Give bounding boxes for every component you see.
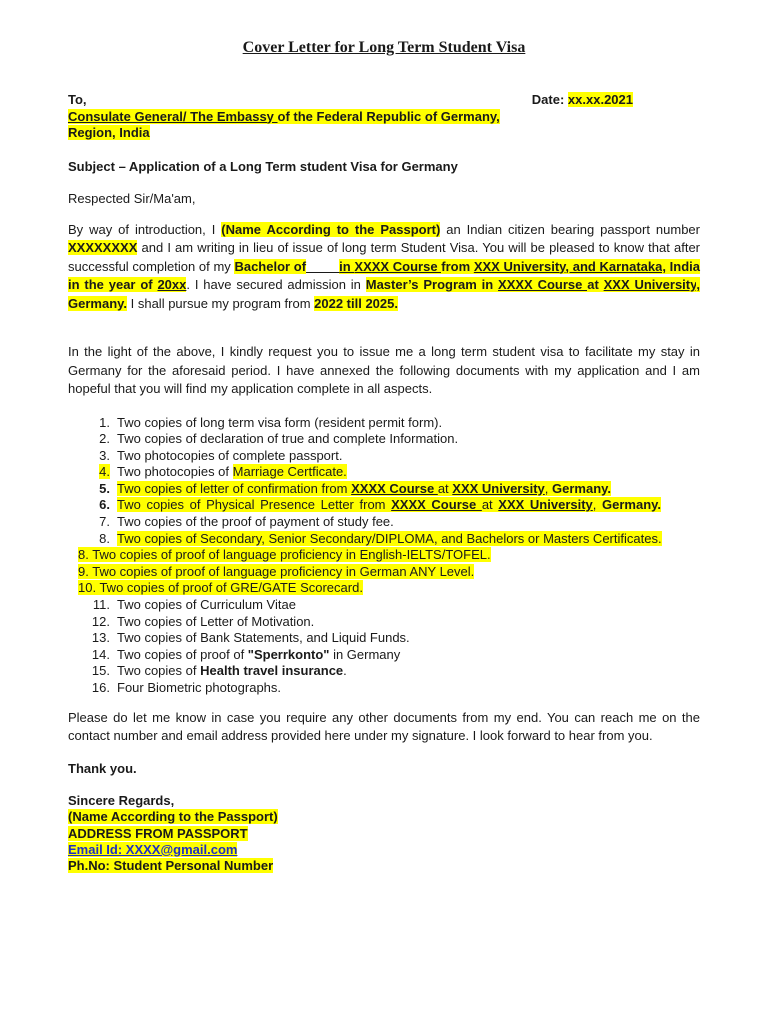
list-number: 6. (99, 497, 110, 513)
to-label: To, (68, 92, 87, 107)
list-item: 15. Two copies of Health travel insurance. (68, 663, 700, 680)
intro-paragraph: By way of introduction, I (Name According to the Passport) an Indian citizen bearing passport number XXXXXXXX and I am writing in lieu of issue of long term Student Visa. You will be pleased to know that after successful completion of my Bachelor of in XXXX Course from XXX University, and Karnataka, India in the year of 20xx. I have secured admission in Master’s Program in XXXX Course at XXX University, Germany. I shall pursue my program from 2022 till 2025. (68, 221, 701, 311)
list-number: 16. (91, 680, 110, 695)
recipient-line-2: Region, India (68, 125, 150, 140)
list-item: 11. Two copies of Curriculum Vitae (68, 597, 700, 614)
list-item: 14. Two copies of proof of "Sperrkonto" in Germany (68, 647, 700, 664)
thank-you: Thank you. (68, 760, 137, 776)
date-line: Date: xx.xx.2021 (531, 92, 633, 107)
list-number: 7. (99, 514, 110, 530)
list-item: 8. Two copies of Secondary, Senior Secondary/DIPLOMA, and Bachelors or Masters Certificates. (68, 531, 700, 548)
salutation: Respected Sir/Ma'am, (68, 191, 196, 206)
list-item: 5. Two copies of letter of confirmation from XXXX Course at XXX University, Germany. (68, 481, 700, 498)
signature-block (68, 793, 700, 874)
recipient-address (68, 109, 700, 142)
list-number: 14. (91, 646, 110, 662)
recipient-line-1: Consulate General/ The Embassy of the Federal Republic of Germany, (68, 108, 500, 124)
list-number: 8. (99, 530, 110, 546)
list-item: 13. Two copies of Bank Statements, and Liquid Funds. (68, 630, 700, 647)
list-number: 11. (92, 597, 110, 613)
list-number: 12. (91, 613, 110, 629)
list-item: 10. Two copies of proof of GRE/GATE Scorecard. (78, 580, 363, 596)
list-number: 13. (91, 630, 110, 646)
to-date-row (68, 92, 700, 109)
list-number: 15. (91, 663, 110, 679)
request-paragraph: In the light of the above, I kindly request you to issue me a long term student visa to facilitate my stay in Germany for the aforesaid period. I have annexed the following documents with my application and I am hopeful that you will find my application complete in all aspects. (68, 344, 700, 396)
sender-email-link[interactable]: Email Id: XXXX@gmail.com (68, 841, 238, 857)
list-item: 1. Two copies of long term visa form (resident permit form). (68, 415, 700, 432)
subject-line: Subject – Application of a Long Term student Visa for Germany (68, 158, 458, 174)
list-item: 9. Two copies of proof of language proficiency in German ANY Level. (78, 563, 475, 579)
list-number: 5. (99, 480, 110, 496)
list-number: 1. (99, 414, 110, 430)
list-item: 12. Two copies of Letter of Motivation. (68, 614, 700, 631)
list-item: 6. Two copies of Physical Presence Letter from XXXX Course at XXX University, Germany. (68, 497, 700, 514)
letter-title: Cover Letter for Long Term Student Visa (242, 39, 526, 56)
list-item: 2. Two copies of declaration of true and complete Information. (68, 431, 700, 448)
list-item: 8. Two copies of proof of language proficiency in English-IELTS/TOFEL. (78, 547, 491, 563)
sender-address: ADDRESS FROM PASSPORT (68, 825, 248, 841)
documents-list (68, 415, 700, 697)
list-item: 3. Two photocopies of complete passport. (68, 448, 700, 465)
sender-phone: Ph.No: Student Personal Number (68, 857, 274, 873)
list-number: 3. (99, 447, 110, 463)
list-item: 16. Four Biometric photographs. (68, 680, 700, 697)
signoff: Sincere Regards, (68, 793, 175, 809)
list-item: 4. Two photocopies of Marriage Certficate. (68, 464, 700, 481)
list-number: 4. (99, 464, 110, 480)
closing-paragraph: Please do let me know in case you require any other documents from my end. You can reach me on the contact number and email address provided here under my signature. I look forward to hear from you. (68, 709, 700, 744)
list-item: 7. Two copies of the proof of payment of study fee. (68, 514, 700, 531)
sender-name: (Name According to the Passport) (68, 809, 278, 825)
list-number: 2. (99, 431, 110, 447)
